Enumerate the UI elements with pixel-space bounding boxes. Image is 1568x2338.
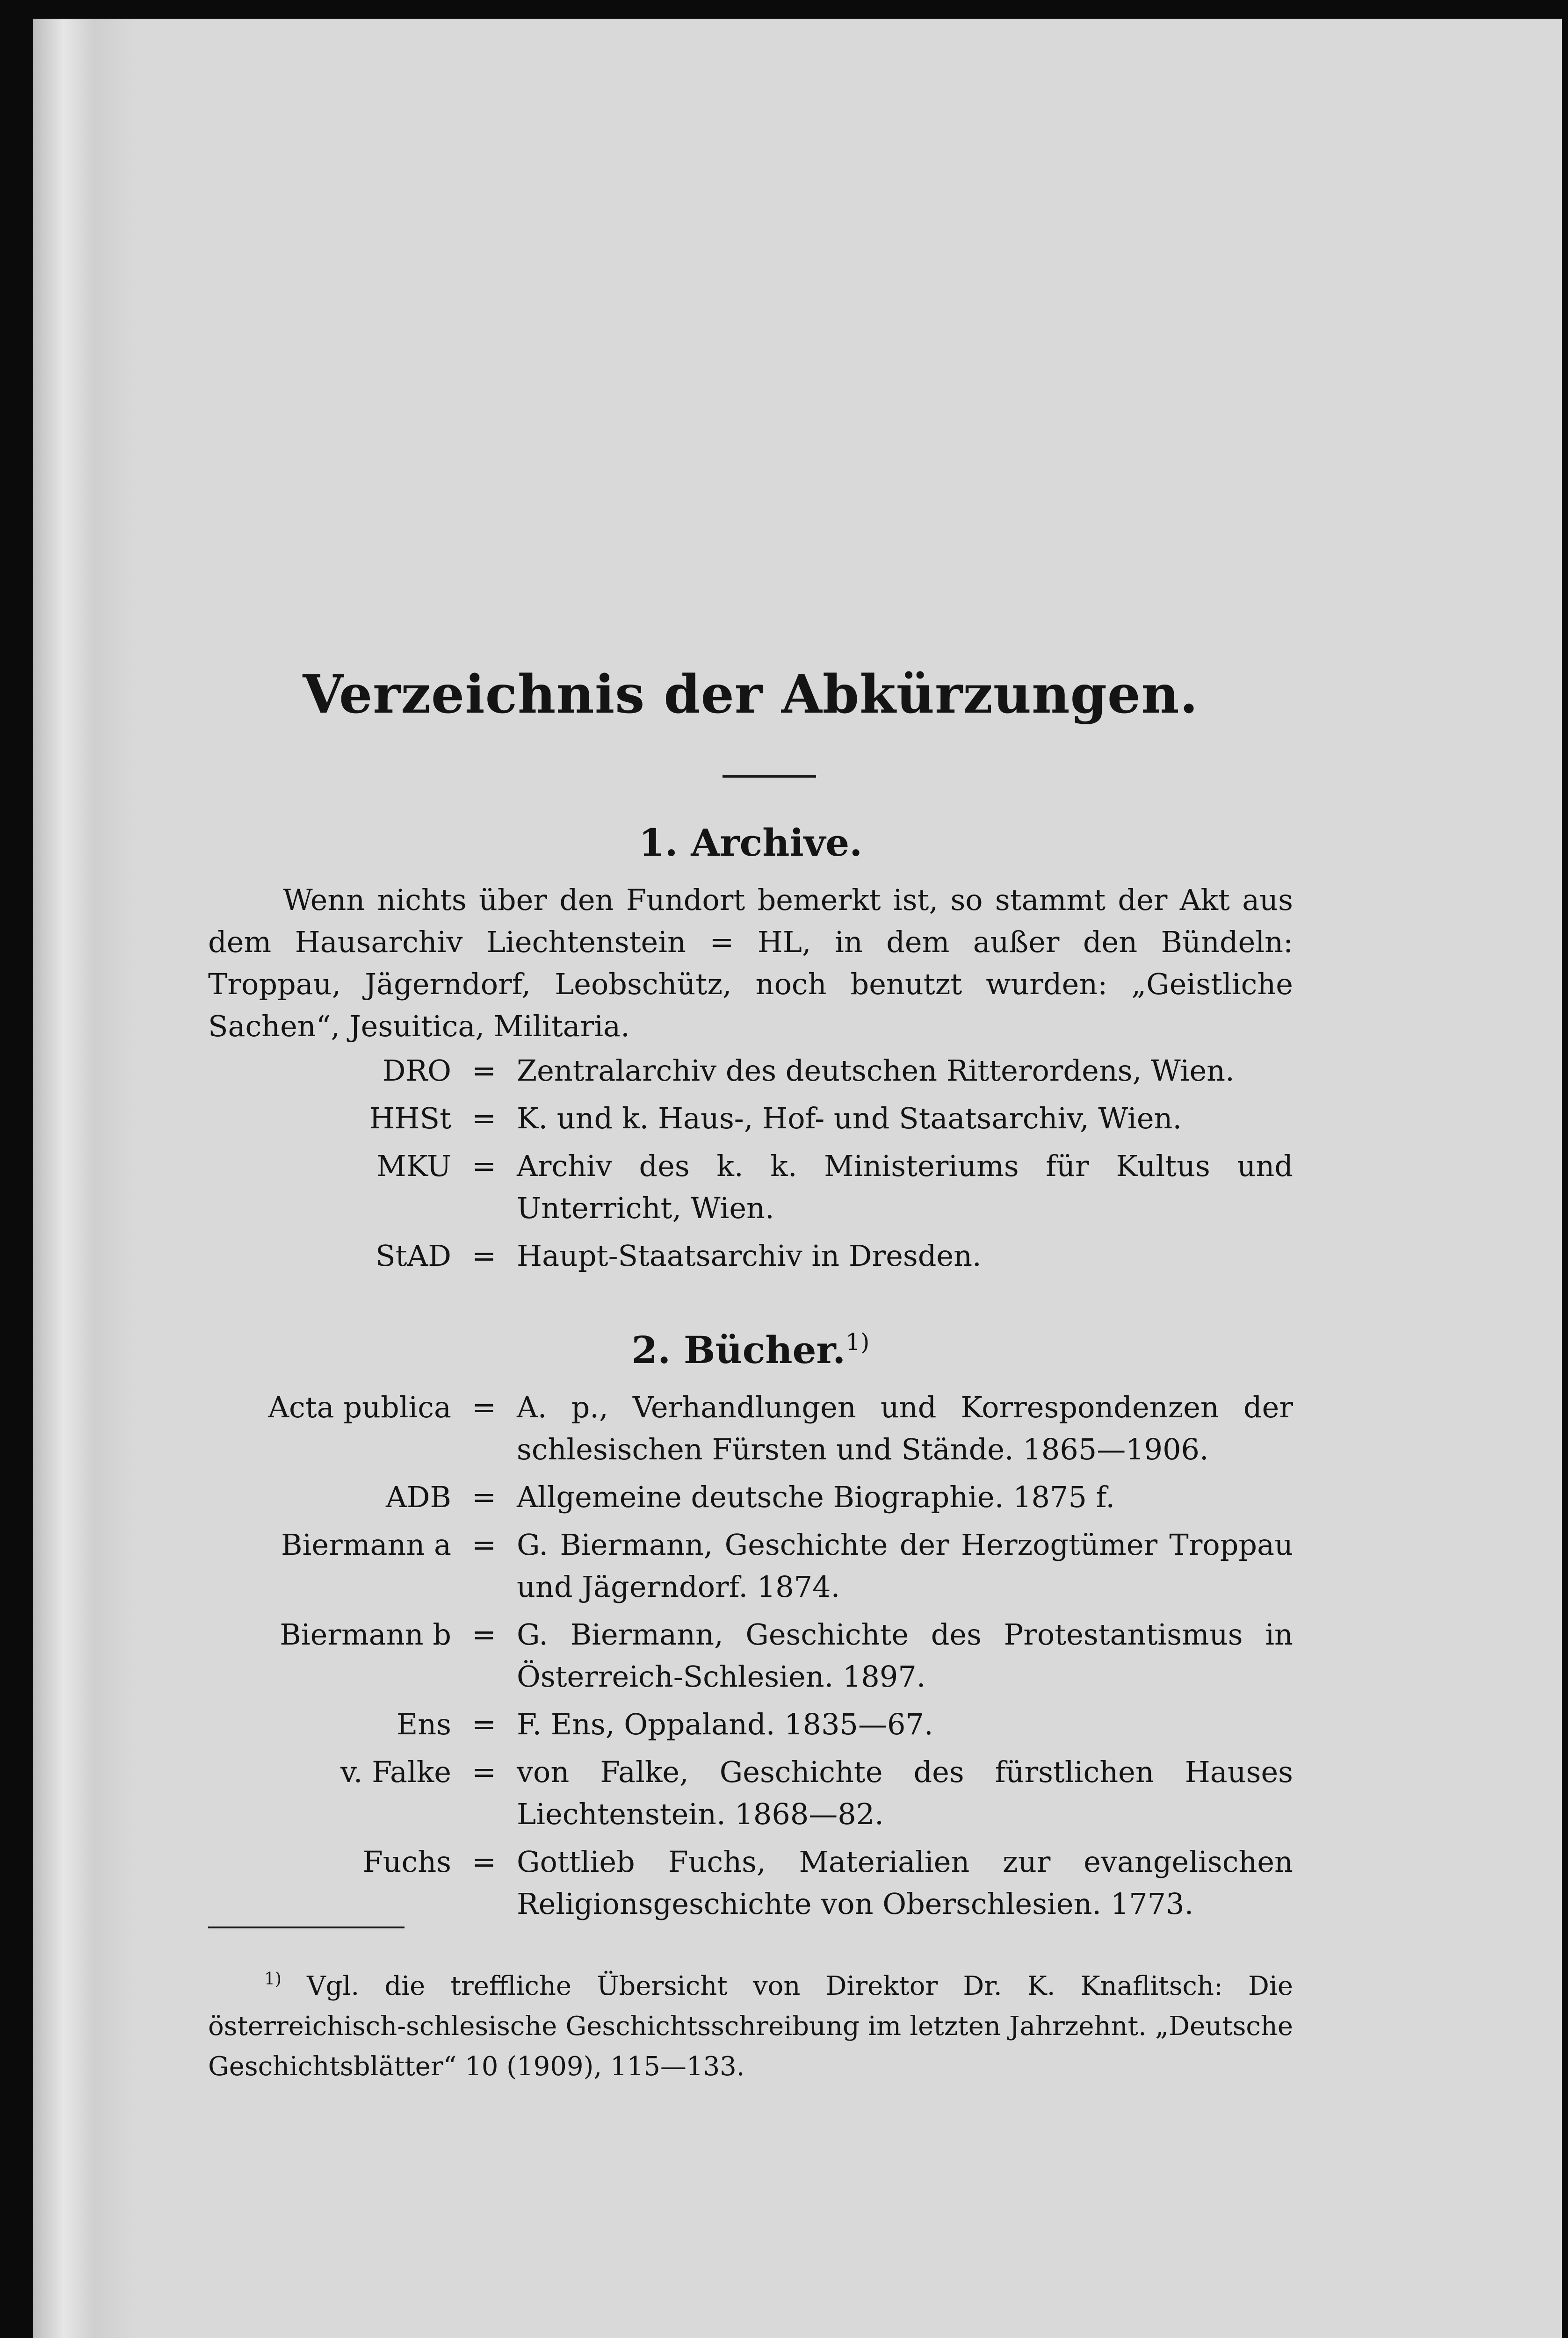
equals-sign: = xyxy=(472,1617,496,1652)
abbreviation: MKU xyxy=(376,1149,451,1183)
abbreviation-entry xyxy=(208,1386,1293,1471)
abbreviation-entry xyxy=(208,1614,1293,1698)
footnote-mark: 1) xyxy=(264,1970,282,1989)
section-heading-books-text: 2. Bücher. xyxy=(631,1328,846,1372)
abbreviation: ADB xyxy=(385,1480,451,1514)
abbreviation-meaning: von Falke, Geschichte des fürstlichen Hauses Liechtenstein. 1868—82. xyxy=(517,1755,1293,1831)
abbreviation-entry xyxy=(208,1097,1293,1140)
section-heading-books xyxy=(208,1328,1293,1372)
equals-sign: = xyxy=(472,1054,496,1088)
footnote-text: Vgl. die treffliche Übersicht von Direktor Dr. K. Knaflitsch: Die österreichisch-schlesische Geschichtsschreibung im letzten Jahrzehnt. „Deutsche Geschichtsblätter“ 10 (1909), 115—133. xyxy=(208,1971,1293,2082)
archive-abbreviation-list xyxy=(208,1050,1293,1283)
abbreviation-meaning: Allgemeine deutsche Biographie. 1875 f. xyxy=(517,1480,1115,1514)
abbreviation-meaning: F. Ens, Oppaland. 1835—67. xyxy=(517,1707,933,1741)
books-abbreviation-list xyxy=(208,1386,1293,1931)
abbreviation-entry xyxy=(208,1751,1293,1835)
footnote-reference: 1) xyxy=(845,1328,870,1356)
abbreviation-meaning: Haupt-Staatsarchiv in Dresden. xyxy=(517,1239,982,1273)
equals-sign: = xyxy=(472,1149,496,1183)
scanned-page xyxy=(33,19,1562,2338)
equals-sign: = xyxy=(472,1755,496,1789)
equals-sign: = xyxy=(472,1845,496,1879)
abbreviation-entry xyxy=(208,1050,1293,1092)
abbreviation: v. Falke xyxy=(340,1755,451,1789)
abbreviation-meaning: Archiv des k. k. Ministeriums für Kultus und Unterricht, Wien. xyxy=(517,1149,1293,1225)
abbreviation-meaning: Zentralarchiv des deutschen Ritterordens, Wien. xyxy=(517,1054,1235,1088)
abbreviation-entry xyxy=(208,1841,1293,1925)
abbreviation: Biermann b xyxy=(280,1617,451,1652)
abbreviation-entry xyxy=(208,1703,1293,1746)
equals-sign: = xyxy=(472,1239,496,1273)
footnote xyxy=(208,1959,1293,2087)
abbreviation: Acta publica xyxy=(268,1390,451,1424)
abbreviation-meaning: Gottlieb Fuchs, Materialien zur evangelischen Religionsgeschichte von Oberschlesien. 1773. xyxy=(517,1845,1293,1921)
abbreviation: Biermann a xyxy=(281,1528,451,1562)
footnote-divider xyxy=(208,1927,405,1928)
abbreviation: Fuchs xyxy=(362,1845,451,1879)
equals-sign: = xyxy=(472,1480,496,1514)
abbreviation-entry xyxy=(208,1524,1293,1608)
abbreviation: DRO xyxy=(382,1054,451,1088)
equals-sign: = xyxy=(472,1707,496,1741)
abbreviation-meaning: K. und k. Haus-, Hof- und Staatsarchiv, Wien. xyxy=(517,1101,1182,1135)
abbreviation: HHSt xyxy=(369,1101,451,1135)
abbreviation-entry xyxy=(208,1476,1293,1518)
abbreviation-entry xyxy=(208,1145,1293,1229)
equals-sign: = xyxy=(472,1528,496,1562)
abbreviation-meaning: G. Biermann, Geschichte der Herzogtümer Troppau und Jägerndorf. 1874. xyxy=(517,1528,1293,1604)
page-binding-edge xyxy=(33,19,136,2338)
equals-sign: = xyxy=(472,1101,496,1135)
abbreviation-entry xyxy=(208,1235,1293,1277)
equals-sign: = xyxy=(472,1390,496,1424)
page-title: Verzeichnis der Abkürzungen. xyxy=(303,664,1199,725)
archive-intro-paragraph: Wenn nichts über den Fundort bemerkt ist, so stammt der Akt aus dem Hausarchiv Liechtenstein = HL, in dem außer den Bündeln: Troppau, Jägerndorf, Leobschütz, noch benutzt wurden: „Geistliche Sachen“, Jesuitica, Militaria. xyxy=(208,883,1293,1043)
title-divider xyxy=(723,775,816,778)
section-heading-archive: 1. Archive. xyxy=(638,821,863,865)
abbreviation: Ens xyxy=(396,1707,451,1741)
abbreviation-meaning: A. p., Verhandlungen und Korrespondenzen der schlesischen Fürsten und Stände. 1865—1906. xyxy=(517,1390,1293,1466)
abbreviation-meaning: G. Biermann, Geschichte des Protestantismus in Österreich-Schlesien. 1897. xyxy=(517,1617,1293,1694)
abbreviation: StAD xyxy=(376,1239,451,1273)
